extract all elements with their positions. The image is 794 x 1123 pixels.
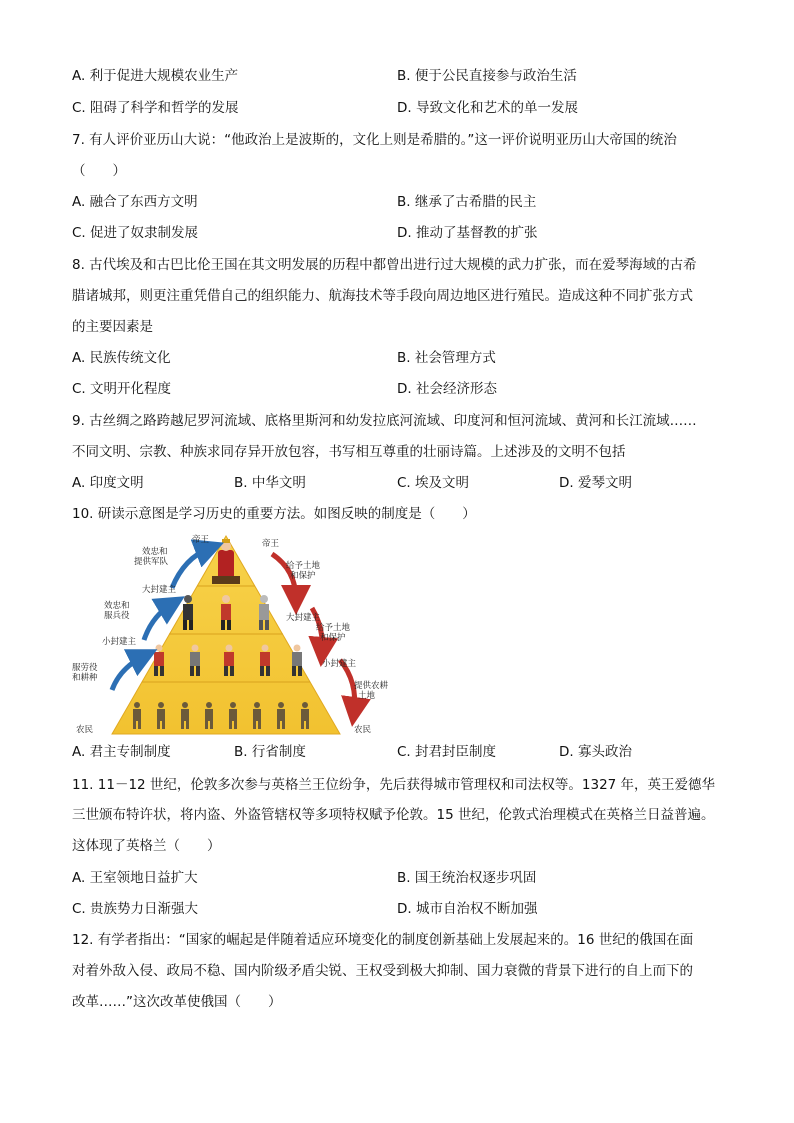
q9-option-b[interactable]: B. 中华文明	[234, 475, 306, 491]
q10-option-b[interactable]: B. 行省制度	[234, 744, 306, 760]
q11-option-b[interactable]: B. 国王统治权逐步巩固	[397, 870, 537, 886]
q11-option-d[interactable]: D. 城市自治权不断加强	[397, 901, 538, 917]
q11-option-a[interactable]: A. 王室领地日益扩大	[72, 870, 198, 886]
q8-stem-line2: 腊诸城邦，则更注重凭借自己的组织能力、航海技术等手段向周边地区进行殖民。造成这种不同扩张方式	[72, 288, 693, 304]
q8-option-c[interactable]: C. 文明开化程度	[72, 381, 172, 397]
q9-stem-line2: 不同文明、宗教、种族求同存异开放包容，书写相互尊重的壮丽诗篇。上述涉及的文明不包括	[72, 444, 626, 460]
q9-option-a[interactable]: A. 印度文明	[72, 475, 144, 491]
q6-option-d[interactable]: D. 导致文化和艺术的单一发展	[397, 100, 578, 116]
q10-option-d[interactable]: D. 寡头政治	[559, 744, 632, 760]
label-down2-line2: 和保护	[320, 633, 346, 643]
q6-option-a[interactable]: A. 利于促进大规模农业生产	[72, 68, 239, 84]
label-up2-line2: 服兵役	[104, 611, 130, 621]
q12-stem-line2: 对着外敌入侵、政局不稳、国内阶级矛盾尖锐、王权受到极大抑制、国力衰微的背景下进行的自上而下的	[72, 963, 693, 979]
q12-stem-line3: 改革……”这次改革使俄国（ ）	[72, 994, 282, 1010]
q10-option-c[interactable]: C. 封君封臣制度	[397, 744, 497, 760]
q9-option-c[interactable]: C. 埃及文明	[397, 475, 470, 491]
q10-option-a[interactable]: A. 君主专制制度	[72, 744, 171, 760]
label-down1-line1: 给予土地	[286, 561, 321, 571]
label-great-lord-left: 大封建主	[142, 585, 177, 595]
q11-option-c[interactable]: C. 贵族势力日渐强大	[72, 901, 199, 917]
q11-stem-line1: 11. 11－12 世纪，伦敦多次参与英格兰王位纷争，先后获得城市管理权和司法权等。1327 年，英王爱德华	[72, 777, 716, 793]
label-down3-line1: 提供农耕	[354, 681, 389, 691]
label-great-lord-right: 大封建主	[286, 613, 321, 623]
q6-option-b[interactable]: B. 便于公民直接参与政治生活	[397, 68, 577, 84]
q6-option-c[interactable]: C. 阻碍了科学和哲学的发展	[72, 100, 239, 116]
label-up2-line1: 效忠和	[104, 601, 130, 611]
q8-option-d[interactable]: D. 社会经济形态	[397, 381, 497, 397]
q7-option-c[interactable]: C. 促进了奴隶制发展	[72, 225, 199, 241]
q9-option-d[interactable]: D. 爱琴文明	[559, 475, 632, 491]
label-king-left: 帝王	[192, 535, 210, 545]
q10-stem: 10. 研读示意图是学习历史的重要方法。如图反映的制度是（ ）	[72, 506, 476, 522]
label-peasant-right: 农民	[354, 725, 372, 735]
q7-option-a[interactable]: A. 融合了东西方文明	[72, 194, 198, 210]
loyalty-arrow-3-icon	[112, 656, 144, 690]
q9-stem-line1: 9. 古丝绸之路跨越尼罗河流域、底格里斯河和幼发拉底河流域、印度河和恒河流域、黄河和长江流域……	[72, 413, 697, 429]
q12-stem-line1: 12. 有学者指出：“国家的崛起是伴随着适应环境变化的制度创新基础上发展起来的。16 世纪的俄国在面	[72, 932, 694, 948]
q7-stem-line2: （ ）	[72, 163, 126, 179]
q11-stem-line2: 三世颁布特许状，将内盗、外盗管辖权等多项特权赋予伦敦。15 世纪，伦敦式治理模式在英格兰日益普遍。	[72, 807, 715, 823]
q8-stem-line1: 8. 古代埃及和古巴比伦王国在其文明发展的历程中都曾出进行过大规模的武力扩张，而在爱琴海域的古希	[72, 257, 697, 273]
q8-stem-line3: 的主要因素是	[72, 319, 153, 335]
label-up1-line2: 提供军队	[134, 557, 169, 567]
label-king-right: 帝王	[262, 539, 280, 549]
label-down3-line2: 土地	[358, 691, 376, 701]
q11-stem-line3: 这体现了英格兰（ ）	[72, 838, 221, 854]
label-up3-line1: 服劳役	[72, 663, 98, 673]
q7-stem-line1: 7. 有人评价亚历山大说：“他政治上是波斯的，文化上则是希腊的。”这一评价说明亚历山大帝国的统治	[72, 132, 677, 148]
label-down2-line1: 给予土地	[316, 623, 351, 633]
q7-option-b[interactable]: B. 继承了古希腊的民主	[397, 194, 537, 210]
label-small-lord-left: 小封建主	[102, 637, 137, 647]
q8-option-a[interactable]: A. 民族传统文化	[72, 350, 171, 366]
q8-option-b[interactable]: B. 社会管理方式	[397, 350, 496, 366]
q7-option-d[interactable]: D. 推动了基督教的扩张	[397, 225, 538, 241]
label-small-lord-right: 小封建主	[322, 659, 357, 669]
label-up1-line1: 效忠和	[142, 547, 168, 557]
label-down1-line2: 和保护	[290, 571, 316, 581]
loyalty-arrow-2-icon	[144, 604, 172, 640]
label-peasant-left: 农民	[76, 725, 94, 735]
feudal-pyramid-diagram	[72, 532, 396, 736]
label-up3-line2: 和耕种	[72, 673, 98, 683]
